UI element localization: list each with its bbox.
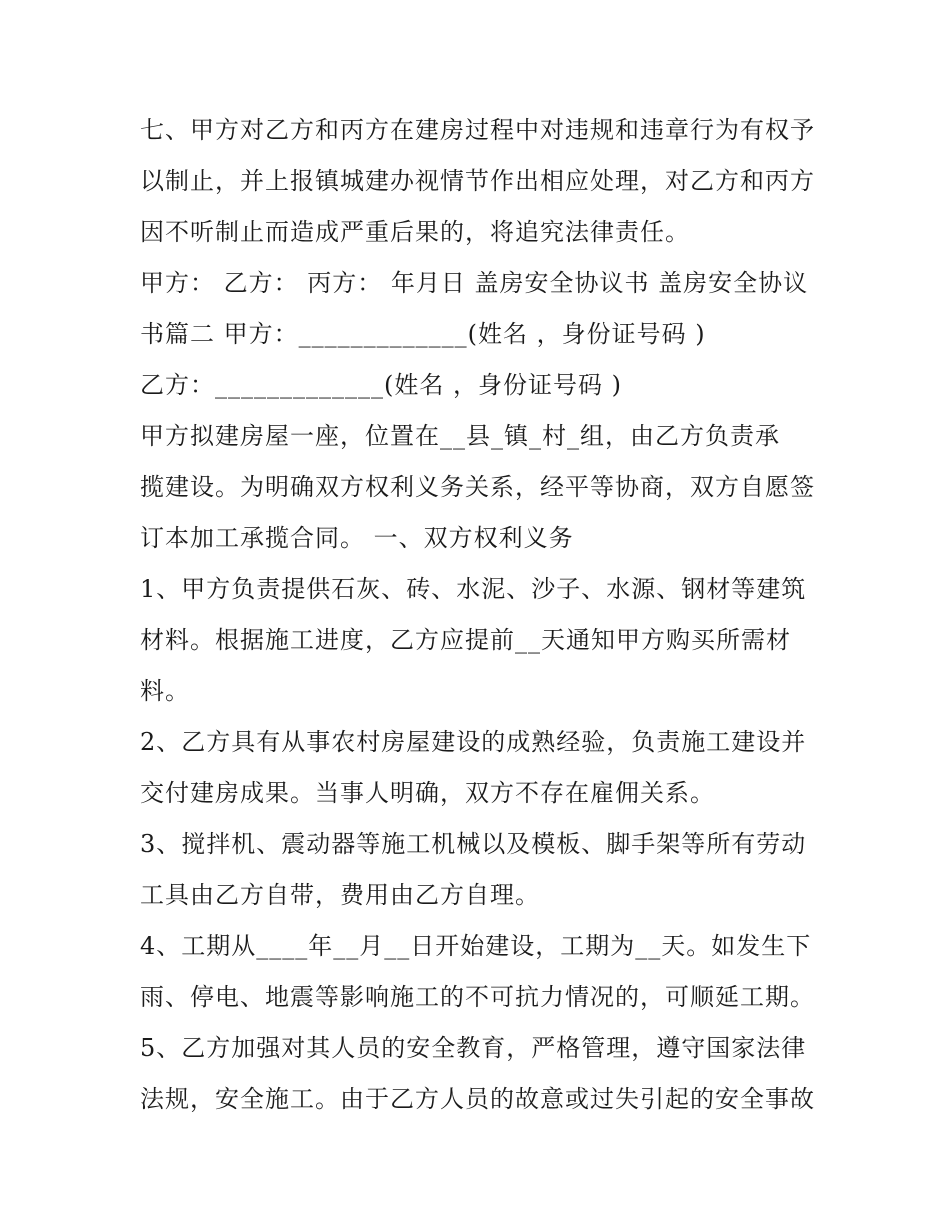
text-line: 七、甲方对乙方和丙方在建房过程中对违规和违章行为有权予 — [140, 116, 815, 144]
text-line: 以制止，并上报镇城建办视情节作出相应处理，对乙方和丙方 — [140, 167, 815, 195]
text-line: 材料。根据施工进度，乙方应提前__天通知甲方购买所需材 — [140, 626, 791, 654]
text-line: 1、甲方负责提供石灰、砖、水泥、沙子、水源、钢材等建筑 — [140, 575, 807, 603]
text-line: 3、搅拌机、震动器等施工机械以及模板、脚手架等所有劳动 — [140, 830, 807, 858]
text-line: 乙方：_____________(姓名 ，身份证号码 ) — [140, 371, 622, 399]
text-line: 书篇二 甲方：_____________(姓名 ，身份证号码 ) — [140, 320, 706, 348]
text-line: 法规，安全施工。由于乙方人员的故意或过失引起的安全事故 — [140, 1085, 815, 1113]
text-line: 5、乙方加强对其人员的安全教育，严格管理，遵守国家法律 — [140, 1034, 807, 1062]
document-body — [140, 105, 820, 1125]
text-line: 订本加工承揽合同。 一、双方权利义务 — [140, 524, 574, 552]
text-line: 料。 — [140, 677, 190, 705]
text-line: 交付建房成果。当事人明确，双方不存在雇佣关系。 — [140, 779, 715, 807]
text-line: 甲方拟建房屋一座，位置在__县_镇_村_组，由乙方负责承 — [140, 422, 780, 450]
text-line: 工具由乙方自带，费用由乙方自理。 — [140, 881, 540, 909]
text-line: 4、工期从____年__月__日开始建设，工期为__天。如发生下 — [140, 932, 812, 960]
text-line: 甲方： 乙方： 丙方： 年月日 盖房安全协议书 盖房安全协议 — [140, 269, 809, 297]
text-line: 2、乙方具有从事农村房屋建设的成熟经验，负责施工建设并 — [140, 728, 807, 756]
text-line: 揽建设。为明确双方权利义务关系，经平等协商，双方自愿签 — [140, 473, 815, 501]
text-line: 雨、停电、地震等影响施工的不可抗力情况的，可顺延工期。 — [140, 983, 815, 1011]
text-line: 因不听制止而造成严重后果的，将追究法律责任。 — [140, 218, 690, 246]
